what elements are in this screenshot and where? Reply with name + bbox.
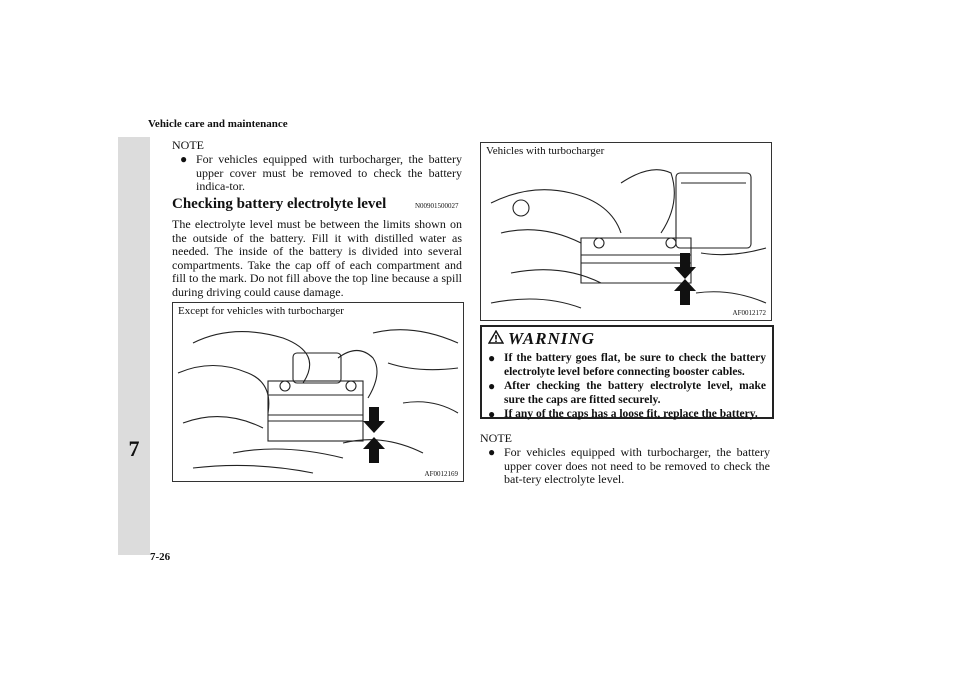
warning-bullet <box>488 351 766 379</box>
right-note <box>480 431 770 487</box>
turbo-battery-illustration <box>481 143 771 320</box>
warning-box <box>480 325 774 419</box>
section-heading: Checking battery electrolyte level <box>172 196 387 212</box>
left-note <box>172 138 462 194</box>
warning-bullet-text: If the battery goes flat, be sure to check the battery electrolyte level before connecting booster cables. <box>504 352 766 378</box>
warning-title: WARNING <box>508 329 595 348</box>
note-bullet-text: For vehicles equipped with turbocharger, the battery upper cover must be removed to check the battery indica-tor. <box>196 152 462 193</box>
bullet-icon: ● <box>488 445 496 459</box>
page-number: 7-26 <box>150 551 171 563</box>
body-paragraph: The electrolyte level must be between the limits shown on the outside of the battery. Fill it with distilled water as needed. The inside of the battery is divided into several compartments. Take the cap off of each compartment and fill to the mark. Do not fill above the top line because a spill during driving could cause damage. <box>172 217 462 299</box>
section-number: 7 <box>128 436 140 461</box>
note-label: NOTE <box>480 431 512 445</box>
figure-caption: Vehicles with turbocharger <box>486 145 607 157</box>
warning-bullet <box>488 379 766 407</box>
battery-figure-standard <box>172 302 464 482</box>
note-bullet <box>180 153 462 194</box>
warning-header <box>482 327 772 349</box>
warning-bullet-text: If any of the caps has a loose fit, replace the battery. <box>504 408 758 420</box>
warning-bullet <box>488 407 766 421</box>
warning-triangle-icon <box>488 330 504 344</box>
figure-caption: Except for vehicles with turbocharger <box>178 305 347 317</box>
heading-code: N00901500027 <box>415 202 459 210</box>
figure-id: AF0012169 <box>424 470 458 478</box>
note-bullet-text: For vehicles equipped with turbocharger, the battery upper cover does not need to be removed to check the bat-tery electrolyte level. <box>504 445 770 486</box>
bullet-icon: ● <box>180 152 188 166</box>
note-label: NOTE <box>172 138 204 152</box>
warning-bullet-text: After checking the battery electrolyte level, make sure the caps are fitted securely. <box>504 380 766 406</box>
bullet-icon: ● <box>488 379 496 393</box>
battery-illustration <box>173 303 463 481</box>
note-bullet <box>488 446 770 487</box>
bullet-icon: ● <box>488 351 496 365</box>
bullet-icon: ● <box>488 407 496 421</box>
warning-list <box>488 351 766 421</box>
figure-id: AF0012172 <box>732 309 766 317</box>
page-header: Vehicle care and maintenance <box>148 118 288 130</box>
battery-figure-turbo <box>480 142 772 321</box>
section-tab <box>118 137 150 555</box>
